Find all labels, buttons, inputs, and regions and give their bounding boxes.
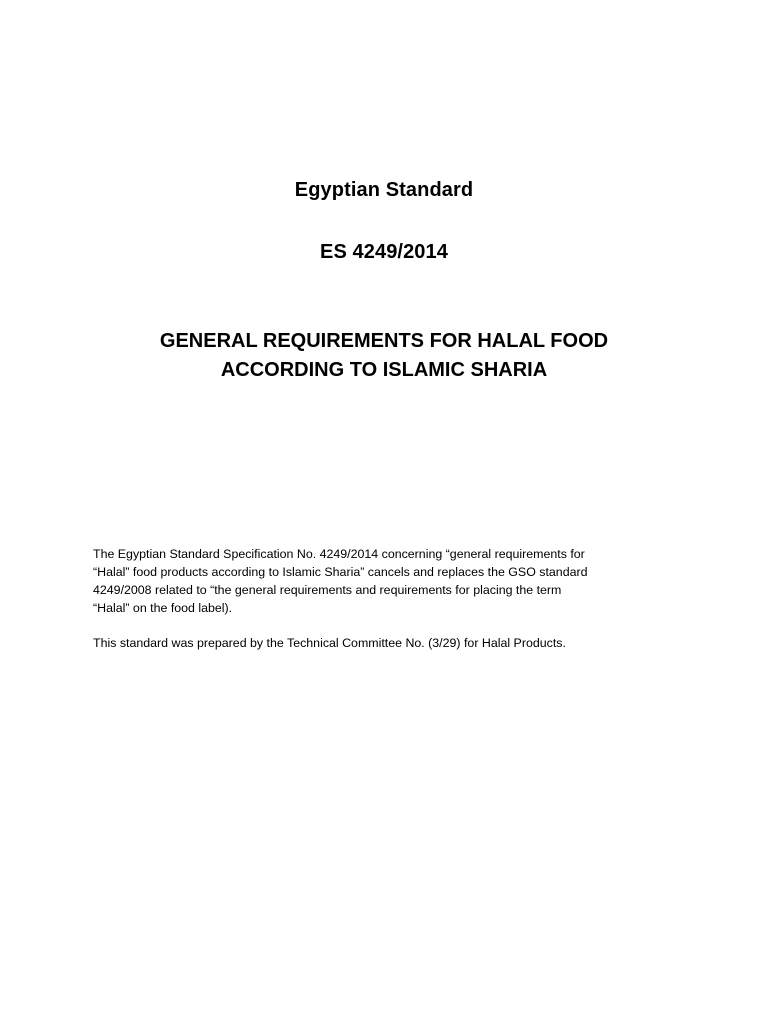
paragraph-line: “Halal” on the food label). [93,601,233,615]
standard-number: ES 4249/2014 [320,241,448,263]
paragraph-line: “Halal” food products according to Islamic Sharia” cancels and replaces the GSO standard [93,565,588,579]
description-paragraph [93,545,673,617]
committee-paragraph: This standard was prepared by the Technical Committee No. (3/29) for Halal Products. [93,636,566,650]
paragraph-line: The Egyptian Standard Specification No. 4249/2014 concerning “general requirements for [93,547,585,561]
paragraph-line: 4249/2008 related to “the general requirements and requirements for placing the term [93,583,562,597]
title-line: GENERAL REQUIREMENTS FOR HALAL FOOD [159,330,609,352]
document-title [0,327,768,385]
title-line: ACCORDING TO ISLAMIC SHARIA [220,359,548,381]
organization-heading: Egyptian Standard [294,179,474,201]
